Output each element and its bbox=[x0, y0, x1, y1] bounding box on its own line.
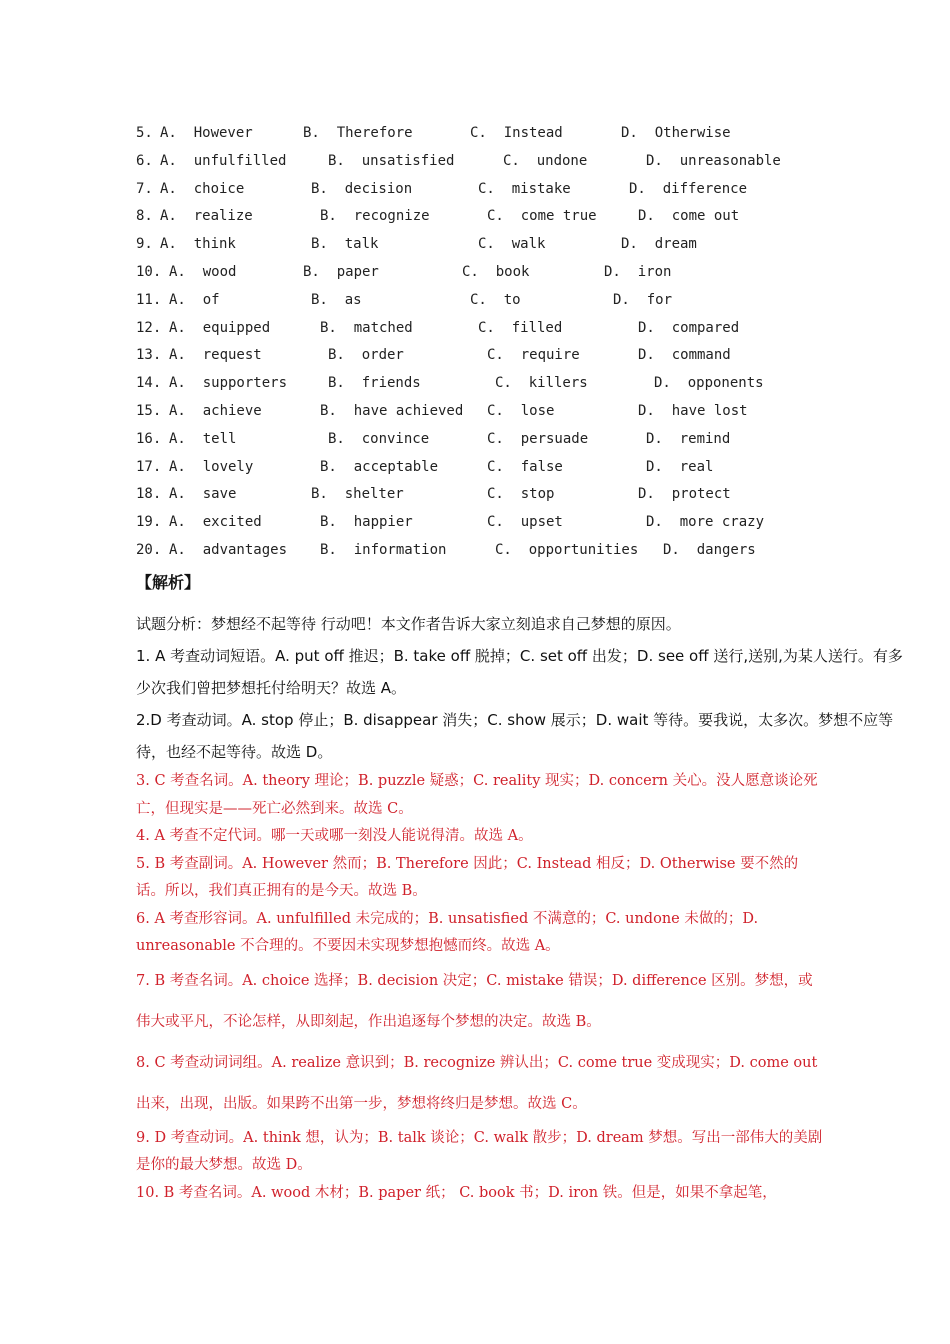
option-c: C. mistake bbox=[478, 180, 571, 197]
option-d: D. for bbox=[613, 291, 673, 308]
option-d: D. dream bbox=[621, 236, 697, 253]
option-a: A. save bbox=[169, 486, 237, 503]
option-d: D. more crazy bbox=[646, 514, 765, 531]
question-number: 13. bbox=[136, 347, 162, 364]
option-row bbox=[136, 203, 836, 231]
option-c: C. persuade bbox=[487, 430, 589, 447]
question-number: 19. bbox=[136, 514, 162, 531]
explanation-6: 6. A 考查形容词。A. unfulfilled 未完成的；B. unsatisfied 不满意的；C. undone 未做的；D. unreasonable 不合理的。不要因未实现梦想抱憾而终。故选 A。 bbox=[136, 910, 759, 954]
option-row bbox=[136, 315, 836, 343]
explanation-1: 1. A 考查动词短语。A. put off 推迟；B. take off 脱掉；C. set off 出发；D. see off 送行,送别,为某人送行。有多少次我们曾把梦想托付给明天？故选 A。 bbox=[136, 647, 903, 697]
option-d: D. remind bbox=[646, 430, 731, 447]
option-a: A. advantages bbox=[169, 541, 288, 558]
option-b: B. matched bbox=[320, 319, 413, 336]
question-number: 12. bbox=[136, 319, 162, 336]
option-b: B. have achieved bbox=[320, 402, 464, 419]
option-a: A. think bbox=[160, 236, 236, 253]
explanation-3: 3. C 考查名词。A. theory 理论；B. puzzle 疑惑；C. reality 现实；D. concern 关心。没人愿意谈论死亡，但现实是——死亡必然到来。故选 C。 bbox=[136, 773, 818, 817]
option-row bbox=[136, 176, 836, 204]
explanation-8: 8. C 考查动词词组。A. realize 意识到；B. recognize 辨认出；C. come true 变成现实；D. come out 出来，出现，出版。如果跨不出第一步，梦想将终归是梦想。故选 C。 bbox=[136, 1054, 818, 1112]
option-b: B. Therefore bbox=[303, 125, 413, 141]
explanation-5: 5. B 考查副词。A. However 然而；B. Therefore 因此；C. Instead 相反；D. Otherwise 要不然的话。所以，我们真正拥有的是今天。故选 B。 bbox=[136, 855, 799, 899]
option-c: C. stop bbox=[487, 486, 555, 503]
option-row bbox=[136, 287, 836, 315]
analysis-intro: 试题分析：梦想经不起等待 行动吧！本文作者告诉大家立刻追求自己梦想的原因。 bbox=[136, 615, 681, 633]
question-number: 6. bbox=[136, 152, 153, 169]
option-d: D. Otherwise bbox=[621, 125, 731, 141]
option-b: B. information bbox=[320, 541, 447, 558]
option-a: A. However bbox=[160, 125, 253, 141]
option-d: D. opponents bbox=[654, 375, 764, 392]
option-c: C. walk bbox=[478, 236, 546, 253]
question-number: 11. bbox=[136, 291, 162, 308]
explanation-7: 7. B 考查名词。A. choice 选择；B. decision 决定；C. mistake 错误；D. difference 区别。梦想，或伟大或平凡，不论怎样，从即刻起，作出追逐每个梦想的决定。故选 B。 bbox=[136, 972, 813, 1030]
question-number: 5. bbox=[136, 125, 153, 141]
option-c: C. lose bbox=[487, 402, 555, 419]
option-a: A. excited bbox=[169, 514, 262, 531]
option-b: B. order bbox=[328, 347, 404, 364]
option-c: C. come true bbox=[487, 208, 597, 225]
answer-options bbox=[136, 120, 836, 565]
question-number: 17. bbox=[136, 458, 162, 475]
question-number: 10. bbox=[136, 263, 162, 280]
option-c: C. false bbox=[487, 458, 563, 475]
option-row bbox=[136, 537, 836, 565]
option-b: B. convince bbox=[328, 430, 430, 447]
question-number: 18. bbox=[136, 486, 162, 503]
option-b: B. shelter bbox=[311, 486, 404, 503]
option-row bbox=[136, 454, 836, 482]
option-a: A. realize bbox=[160, 208, 253, 225]
option-row bbox=[136, 120, 836, 148]
option-d: D. dangers bbox=[663, 541, 756, 558]
option-row bbox=[136, 398, 836, 426]
question-number: 16. bbox=[136, 430, 162, 447]
option-d: D. unreasonable bbox=[646, 152, 781, 169]
option-b: B. friends bbox=[328, 375, 421, 392]
option-d: D. come out bbox=[638, 208, 740, 225]
option-d: D. real bbox=[646, 458, 714, 475]
option-d: D. command bbox=[638, 347, 731, 364]
option-c: C. Instead bbox=[470, 125, 563, 141]
option-row bbox=[136, 259, 836, 287]
option-a: A. request bbox=[169, 347, 262, 364]
option-row bbox=[136, 148, 836, 176]
option-c: C. filled bbox=[478, 319, 563, 336]
option-b: B. talk bbox=[311, 236, 379, 253]
option-c: C. book bbox=[462, 263, 530, 280]
option-row bbox=[136, 426, 836, 454]
option-d: D. difference bbox=[629, 180, 748, 197]
option-row bbox=[136, 481, 836, 509]
option-c: C. to bbox=[470, 291, 521, 308]
option-d: D. compared bbox=[638, 319, 740, 336]
option-a: A. lovely bbox=[169, 458, 254, 475]
explanation-4: 4. A 考查不定代词。哪一天或哪一刻没人能说得清。故选 A。 bbox=[136, 828, 533, 844]
option-a: A. wood bbox=[169, 263, 237, 280]
option-b: B. decision bbox=[311, 180, 413, 197]
option-b: B. unsatisfied bbox=[328, 152, 455, 169]
option-d: D. protect bbox=[638, 486, 731, 503]
option-a: A. unfulfilled bbox=[160, 152, 287, 169]
question-number: 15. bbox=[136, 402, 162, 419]
explanation-10: 10. B 考查名词。A. wood 木材；B. paper 纸； C. book 书；D. iron 铁。但是，如果不拿起笔， bbox=[136, 1184, 777, 1201]
question-number: 8. bbox=[136, 208, 153, 225]
option-row bbox=[136, 342, 836, 370]
question-number: 20. bbox=[136, 541, 162, 558]
option-c: C. upset bbox=[487, 514, 563, 531]
explanation-9: 9. D 考查动词。A. think 想，认为；B. talk 谈论；C. walk 散步；D. dream 梦想。写出一部伟大的美剧是你的最大梦想。故选 D。 bbox=[136, 1129, 823, 1173]
option-c: C. opportunities bbox=[495, 541, 639, 558]
option-c: C. require bbox=[487, 347, 580, 364]
option-d: D. have lost bbox=[638, 402, 748, 419]
option-c: C. killers bbox=[495, 375, 588, 392]
option-b: B. happier bbox=[320, 514, 413, 531]
option-row bbox=[136, 231, 836, 259]
analysis-section bbox=[136, 608, 916, 1207]
option-b: B. as bbox=[311, 291, 362, 308]
option-a: A. choice bbox=[160, 180, 245, 197]
explanation-2: 2.D 考查动词。A. stop 停止；B. disappear 消失；C. show 展示；D. wait 等待。要我说，太多次。梦想不应等待，也经不起等待。故选 D。 bbox=[136, 711, 894, 761]
option-a: A. achieve bbox=[169, 402, 262, 419]
option-row bbox=[136, 509, 836, 537]
analysis-heading: 【解析】 bbox=[136, 573, 201, 592]
option-b: B. recognize bbox=[320, 208, 430, 225]
option-a: A. supporters bbox=[169, 375, 288, 392]
question-number: 14. bbox=[136, 375, 162, 392]
option-a: A. equipped bbox=[169, 319, 271, 336]
option-c: C. undone bbox=[503, 152, 588, 169]
option-a: A. tell bbox=[169, 430, 237, 447]
option-a: A. of bbox=[169, 291, 220, 308]
option-row bbox=[136, 370, 836, 398]
option-d: D. iron bbox=[604, 263, 672, 280]
question-number: 9. bbox=[136, 236, 153, 253]
option-b: B. paper bbox=[303, 263, 379, 280]
question-number: 7. bbox=[136, 180, 153, 197]
option-b: B. acceptable bbox=[320, 458, 439, 475]
